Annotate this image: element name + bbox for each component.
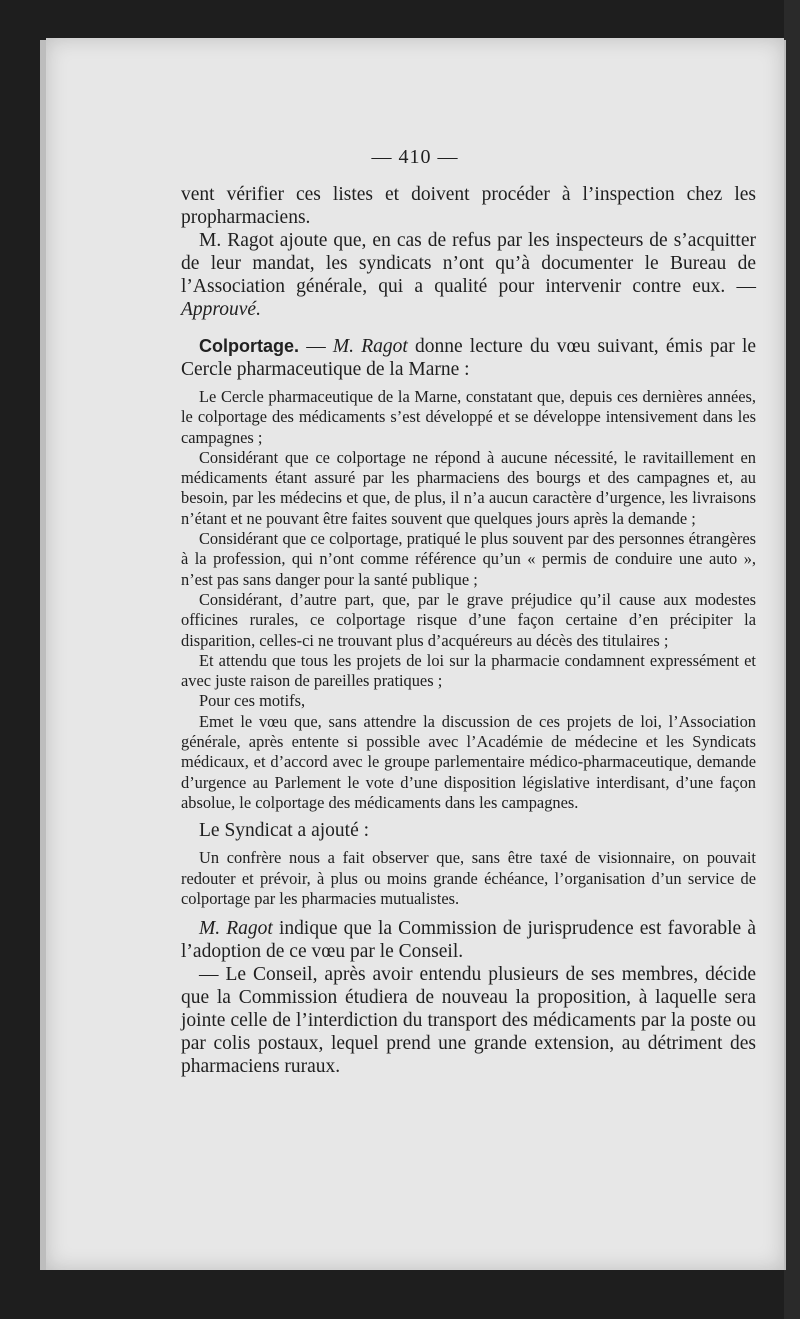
commission-paragraph xyxy=(181,917,756,963)
voeu-paragraph: Considérant, d’autre part, que, par le grave préjudice qu’il cause aux modestes officines rurales, ce colportage risque d’une façon certaine d’en précipiter la disparition, celles-ci ne trouvant plus d’acquéreurs au décès des titulaires ; xyxy=(181,589,756,650)
syndicat-paragraph: Le Syndicat a ajouté : xyxy=(199,820,370,842)
document-page xyxy=(46,38,784,1270)
colportage-paragraph xyxy=(181,335,756,381)
paragraph-inspection: vent vérifier ces listes et doivent procéder à l’inspection chez les propharmaciens. xyxy=(181,184,756,228)
commission-speaker: M. Ragot xyxy=(199,918,273,940)
colportage-heading: Colportage. xyxy=(199,336,300,356)
voeu-paragraph: Et attendu que tous les projets de loi sur la pharmacie condamnent expressément et avec juste raison de pareilles pratiques ; xyxy=(181,650,756,691)
approuve-label: Approuvé. xyxy=(181,299,261,320)
ragot-mandat-text: M. Ragot ajoute que, en cas de refus par les inspecteurs de s’acquitter de leur mandat, les syndicats n’ont qu’à documenter le Bureau de l’Association générale, qui a qualité pour intervenir contre eux. — xyxy=(181,230,756,297)
page-number: — 410 — xyxy=(371,146,459,168)
colportage-dash: — xyxy=(299,336,333,357)
page-content xyxy=(181,183,756,1078)
paragraph-ragot-mandat xyxy=(181,229,756,321)
conclusion xyxy=(181,917,756,1078)
voeu-paragraph: Le Cercle pharmaceutique de la Marne, constatant que, depuis ces dernières années, le colportage des médicaments s’est développé et se développe intensivement dans les campagnes ; xyxy=(181,387,756,447)
syndicat-quote: Un confrère nous a fait observer que, sans être taxé de visionnaire, on pouvait redouter et prévoir, à plus ou moins grande échéance, l’organisation d’un service de colportage par les pharmacies mutualistes. xyxy=(181,848,756,908)
voeu-text xyxy=(181,387,756,813)
voeu-paragraph: Considérant que ce colportage, pratiqué le plus souvent par des personnes étrangères à la profession, qui n’ont comme référence qu’un « permis de conduire une auto », n’est pas sans danger pour la santé publique ; xyxy=(181,529,756,589)
colportage-intro: donne lecture du vœu suivant, émis par le Cercle pharmaceutique de la Marne : xyxy=(181,336,757,380)
colportage-speaker: M. Ragot xyxy=(332,336,408,357)
voeu-paragraph: Considérant que ce colportage ne répond à aucune nécessité, le ravitaillement en médicaments étant assuré par les pharmaciens des bourgs et des campagnes et, au besoin, par les médecins et que, de plus, il n’a aucun caractère d’urgence, les livraisons n’étant et ne pouvant être faites souvent que quelques jours après la demande ; xyxy=(181,447,756,528)
voeu-paragraph: Pour ces motifs, xyxy=(199,691,306,711)
conseil-paragraph: — Le Conseil, après avoir entendu plusieurs de ses membres, décide que la Commission étudiera de nouveau la proposition, à laquelle sera jointe celle de l’interdiction du transport des médicaments par la poste ou par colis postaux, lequel prend une grande extension, au détriment des pharmaciens ruraux. xyxy=(181,964,756,1078)
voeu-paragraph: Emet le vœu que, sans attendre la discussion de ces projets de loi, l’Association générale, après entente si possible avec l’Académie de médecine et les Syndicats médicaux, et d’accord avec le groupe parlementaire médico-pharmaceutique, demande d’urgence au Parlement le vote d’une disposition législative interdisant, d’une façon absolue, le colportage des médicaments dans les campagnes. xyxy=(181,711,756,812)
scan-edge xyxy=(784,0,800,1319)
commission-text: indique que la Commission de jurisprudence est favorable à l’adoption de ce vœu par le Conseil. xyxy=(181,918,757,963)
